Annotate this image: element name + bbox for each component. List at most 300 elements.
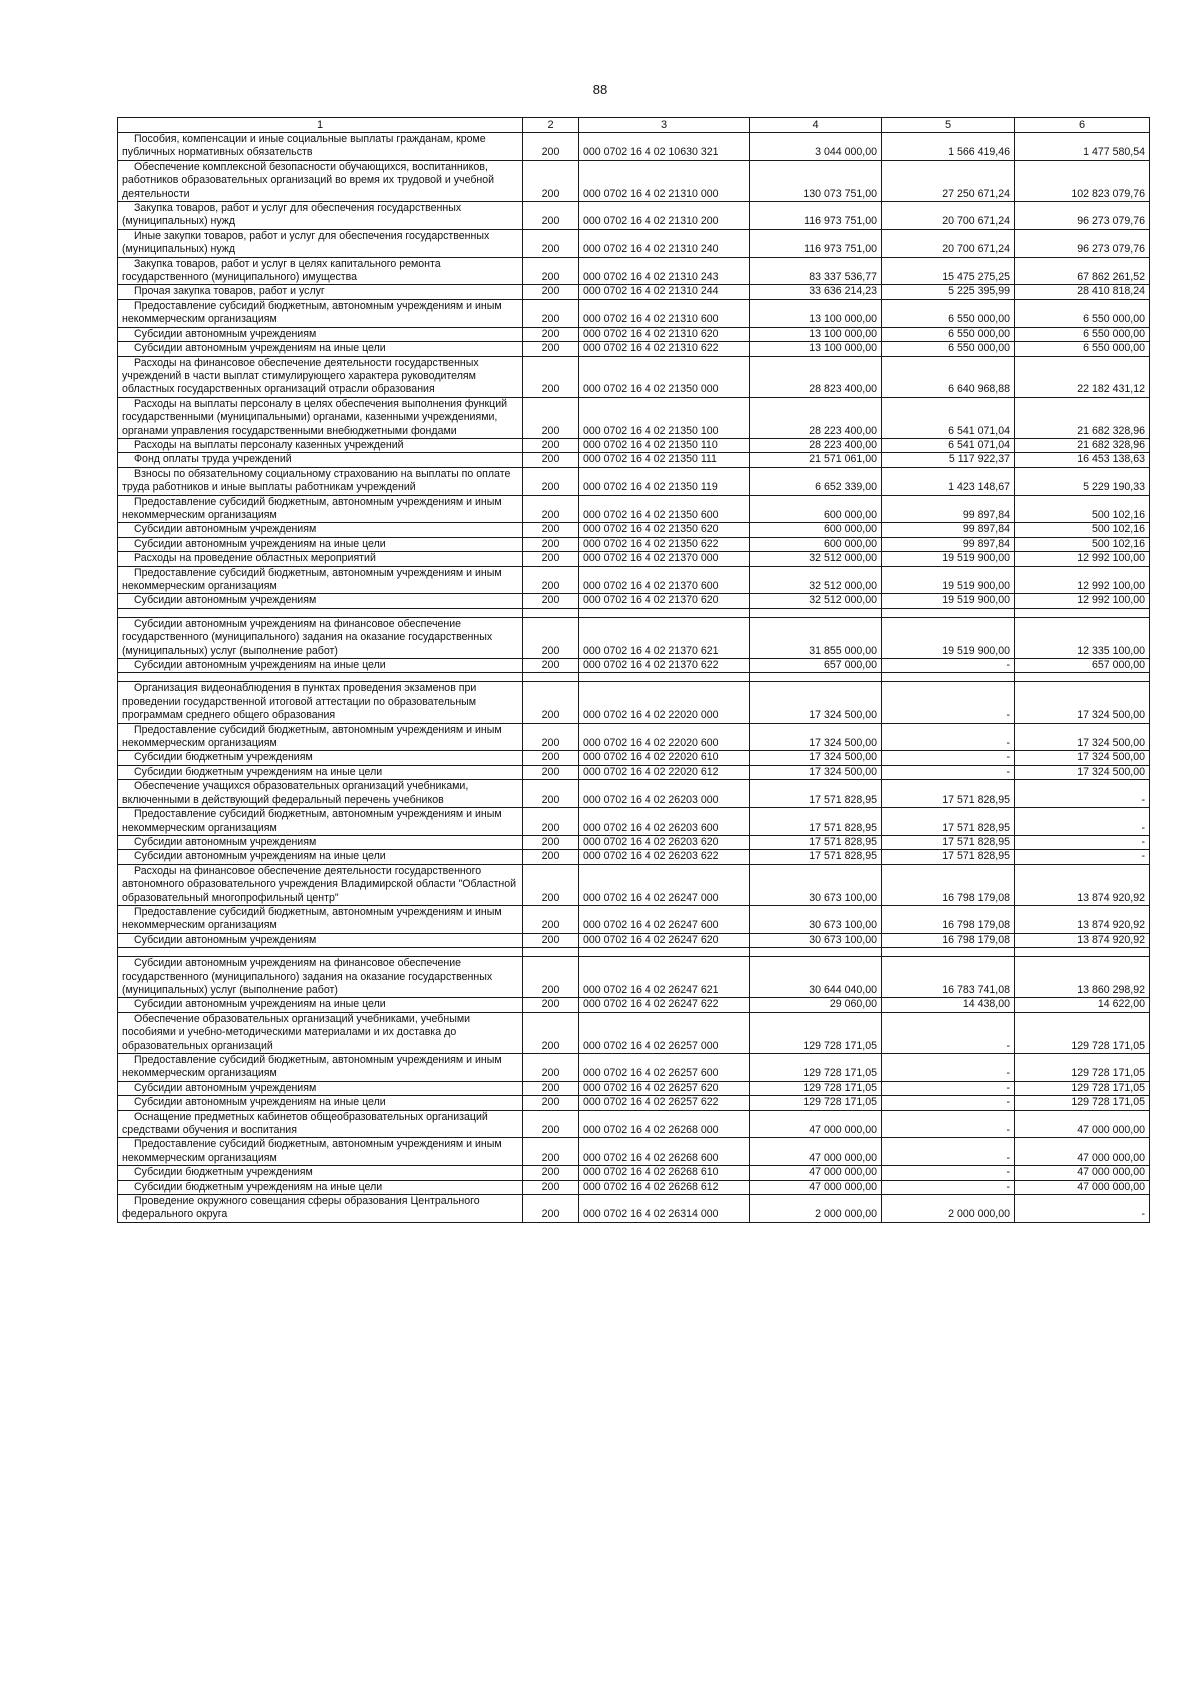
- spacer-cell: [750, 673, 882, 682]
- row-budget-code: 000 0702 16 4 02 21310 243: [579, 257, 750, 285]
- column-header: 2: [523, 118, 579, 133]
- row-remaining-amount: 129 728 171,05: [1015, 1012, 1150, 1053]
- column-header: 3: [579, 118, 750, 133]
- row-remaining-amount: 47 000 000,00: [1015, 1180, 1150, 1194]
- row-name: Субсидии автономным учреждениям на иные цели: [118, 659, 523, 673]
- row-planned-amount: 32 512 000,00: [750, 552, 882, 566]
- row-executed-amount: -: [882, 765, 1015, 779]
- row-admin-code: 200: [523, 160, 579, 201]
- table-row: [118, 933, 1150, 947]
- row-executed-amount: 19 519 900,00: [882, 566, 1015, 594]
- row-admin-code: 200: [523, 523, 579, 537]
- row-budget-code: 000 0702 16 4 02 26268 610: [579, 1166, 750, 1180]
- row-planned-amount: 13 100 000,00: [750, 327, 882, 341]
- row-admin-code: 200: [523, 1180, 579, 1194]
- table-row: [118, 659, 1150, 673]
- table-body: [118, 133, 1150, 1223]
- row-remaining-amount: 1 477 580,54: [1015, 133, 1150, 161]
- row-admin-code: 200: [523, 594, 579, 608]
- row-executed-amount: 20 700 671,24: [882, 229, 1015, 257]
- row-remaining-amount: 500 102,16: [1015, 495, 1150, 523]
- row-admin-code: 200: [523, 327, 579, 341]
- row-planned-amount: 17 324 500,00: [750, 682, 882, 723]
- row-name: Субсидии автономным учреждениям на финансовое обеспечение государственного (муниципального) задания на оказание государственных (муниципальных) услуг (выполнение работ): [118, 957, 523, 998]
- row-executed-amount: 16 798 179,08: [882, 905, 1015, 933]
- row-planned-amount: 31 855 000,00: [750, 617, 882, 658]
- row-executed-amount: 16 798 179,08: [882, 864, 1015, 905]
- row-budget-code: 000 0702 16 4 02 26203 600: [579, 808, 750, 836]
- table-row: [118, 160, 1150, 201]
- row-executed-amount: -: [882, 1096, 1015, 1110]
- row-admin-code: 200: [523, 1195, 579, 1223]
- row-remaining-amount: 47 000 000,00: [1015, 1110, 1150, 1138]
- row-budget-code: 000 0702 16 4 02 21370 621: [579, 617, 750, 658]
- row-planned-amount: 130 073 751,00: [750, 160, 882, 201]
- row-planned-amount: 30 673 100,00: [750, 864, 882, 905]
- table-row: [118, 552, 1150, 566]
- row-admin-code: 200: [523, 723, 579, 751]
- row-planned-amount: 129 728 171,05: [750, 1012, 882, 1053]
- row-remaining-amount: -: [1015, 835, 1150, 849]
- row-budget-code: 000 0702 16 4 02 26247 621: [579, 957, 750, 998]
- row-planned-amount: 28 223 400,00: [750, 397, 882, 438]
- row-name: Расходы на проведение областных мероприятий: [118, 552, 523, 566]
- row-planned-amount: 28 223 400,00: [750, 438, 882, 452]
- row-planned-amount: 129 728 171,05: [750, 1096, 882, 1110]
- spacer-cell: [750, 608, 882, 617]
- row-budget-code: 000 0702 16 4 02 21350 600: [579, 495, 750, 523]
- row-executed-amount: 99 897,84: [882, 495, 1015, 523]
- row-name: Субсидии автономным учреждениям на иные цели: [118, 850, 523, 864]
- row-name: Субсидии автономным учреждениям: [118, 523, 523, 537]
- row-budget-code: 000 0702 16 4 02 21310 244: [579, 285, 750, 299]
- row-executed-amount: 6 541 071,04: [882, 438, 1015, 452]
- row-budget-code: 000 0702 16 4 02 21350 622: [579, 537, 750, 551]
- row-admin-code: 200: [523, 659, 579, 673]
- table-row: [118, 356, 1150, 397]
- spacer-cell: [882, 673, 1015, 682]
- row-name: Проведение окружного совещания сферы образования Центрального федерального округа: [118, 1195, 523, 1223]
- row-executed-amount: 17 571 828,95: [882, 835, 1015, 849]
- row-admin-code: 200: [523, 299, 579, 327]
- row-budget-code: 000 0702 16 4 02 22020 000: [579, 682, 750, 723]
- row-admin-code: 200: [523, 397, 579, 438]
- row-admin-code: 200: [523, 682, 579, 723]
- row-planned-amount: 30 673 100,00: [750, 905, 882, 933]
- row-remaining-amount: -: [1015, 808, 1150, 836]
- row-name: Расходы на выплаты персоналу казенных учреждений: [118, 438, 523, 452]
- row-remaining-amount: 6 550 000,00: [1015, 299, 1150, 327]
- row-admin-code: 200: [523, 751, 579, 765]
- row-admin-code: 200: [523, 495, 579, 523]
- row-name: Субсидии автономным учреждениям: [118, 594, 523, 608]
- row-name: Расходы на финансовое обеспечение деятельности государственного автономного образовательного учреждения Владимирской области "Областной образовательный многопрофильный центр": [118, 864, 523, 905]
- table-row: [118, 566, 1150, 594]
- row-name: Предоставление субсидий бюджетным, автономным учреждениям и иным некоммерческим организациям: [118, 905, 523, 933]
- spacer-row: [118, 673, 1150, 682]
- row-admin-code: 200: [523, 835, 579, 849]
- table-row: [118, 905, 1150, 933]
- row-name: Предоставление субсидий бюджетным, автономным учреждениям и иным некоммерческим организациям: [118, 495, 523, 523]
- row-budget-code: 000 0702 16 4 02 21310 620: [579, 327, 750, 341]
- row-executed-amount: -: [882, 1054, 1015, 1082]
- row-remaining-amount: 129 728 171,05: [1015, 1054, 1150, 1082]
- row-budget-code: 000 0702 16 4 02 21350 100: [579, 397, 750, 438]
- row-remaining-amount: 96 273 079,76: [1015, 229, 1150, 257]
- row-admin-code: 200: [523, 537, 579, 551]
- row-admin-code: 200: [523, 202, 579, 230]
- row-admin-code: 200: [523, 257, 579, 285]
- spacer-cell: [579, 608, 750, 617]
- row-name: Субсидии бюджетным учреждениям: [118, 1166, 523, 1180]
- row-executed-amount: 6 541 071,04: [882, 397, 1015, 438]
- row-remaining-amount: 500 102,16: [1015, 523, 1150, 537]
- spacer-cell: [118, 673, 523, 682]
- row-remaining-amount: 12 992 100,00: [1015, 594, 1150, 608]
- spacer-cell: [523, 608, 579, 617]
- row-remaining-amount: 16 453 138,63: [1015, 453, 1150, 467]
- row-planned-amount: 29 060,00: [750, 998, 882, 1012]
- row-executed-amount: -: [882, 1166, 1015, 1180]
- row-budget-code: 000 0702 16 4 02 26268 600: [579, 1138, 750, 1166]
- row-budget-code: 000 0702 16 4 02 21370 600: [579, 566, 750, 594]
- row-executed-amount: 6 550 000,00: [882, 327, 1015, 341]
- column-header: 6: [1015, 118, 1150, 133]
- row-planned-amount: 47 000 000,00: [750, 1110, 882, 1138]
- row-budget-code: 000 0702 16 4 02 21350 620: [579, 523, 750, 537]
- table-row: [118, 850, 1150, 864]
- row-remaining-amount: 47 000 000,00: [1015, 1166, 1150, 1180]
- row-executed-amount: 17 571 828,95: [882, 850, 1015, 864]
- row-admin-code: 200: [523, 356, 579, 397]
- table-row: [118, 202, 1150, 230]
- row-executed-amount: -: [882, 751, 1015, 765]
- row-name: Расходы на выплаты персоналу в целях обеспечения выполнения функций государственными (муниципальными) органами, казенными учреждениями, органами управления государственными внебюджетными фондами: [118, 397, 523, 438]
- row-budget-code: 000 0702 16 4 02 21310 600: [579, 299, 750, 327]
- row-name: Предоставление субсидий бюджетным, автономным учреждениям и иным некоммерческим организациям: [118, 723, 523, 751]
- row-remaining-amount: 17 324 500,00: [1015, 751, 1150, 765]
- row-remaining-amount: 500 102,16: [1015, 537, 1150, 551]
- table-row: [118, 617, 1150, 658]
- row-executed-amount: 14 438,00: [882, 998, 1015, 1012]
- column-header: 4: [750, 118, 882, 133]
- row-name: Субсидии автономным учреждениям на иные цели: [118, 342, 523, 356]
- spacer-cell: [750, 948, 882, 957]
- row-name: Предоставление субсидий бюджетным, автономным учреждениям и иным некоммерческим организациям: [118, 299, 523, 327]
- spacer-row: [118, 608, 1150, 617]
- row-remaining-amount: 657 000,00: [1015, 659, 1150, 673]
- table-row: [118, 998, 1150, 1012]
- row-admin-code: 200: [523, 905, 579, 933]
- row-planned-amount: 2 000 000,00: [750, 1195, 882, 1223]
- row-name: Иные закупки товаров, работ и услуг для обеспечения государственных (муниципальных) нужд: [118, 229, 523, 257]
- row-remaining-amount: 47 000 000,00: [1015, 1138, 1150, 1166]
- row-planned-amount: 33 636 214,23: [750, 285, 882, 299]
- row-budget-code: 000 0702 16 4 02 26247 000: [579, 864, 750, 905]
- row-name: Субсидии автономным учреждениям: [118, 1081, 523, 1095]
- row-executed-amount: 16 783 741,08: [882, 957, 1015, 998]
- row-name: Субсидии автономным учреждениям на финансовое обеспечение государственного (муниципального) задания на оказание государственных (муниципальных) услуг (выполнение работ): [118, 617, 523, 658]
- row-admin-code: 200: [523, 765, 579, 779]
- row-admin-code: 200: [523, 1110, 579, 1138]
- row-admin-code: 200: [523, 229, 579, 257]
- spacer-cell: [523, 673, 579, 682]
- row-name: Пособия, компенсации и иные социальные выплаты гражданам, кроме публичных нормативных обязательств: [118, 133, 523, 161]
- row-planned-amount: 116 973 751,00: [750, 229, 882, 257]
- row-name: Обеспечение образовательных организаций учебниками, учебными пособиями и учебно-методическими материалами и их доставка до образовательных организаций: [118, 1012, 523, 1053]
- row-admin-code: 200: [523, 864, 579, 905]
- row-name: Расходы на финансовое обеспечение деятельности государственных учреждений в части выплат стимулирующего характера руководителям областных государственных организаций отрасли образования: [118, 356, 523, 397]
- table-row: [118, 523, 1150, 537]
- row-remaining-amount: 13 874 920,92: [1015, 933, 1150, 947]
- row-remaining-amount: 12 992 100,00: [1015, 566, 1150, 594]
- row-name: Субсидии бюджетным учреждениям на иные цели: [118, 765, 523, 779]
- row-admin-code: 200: [523, 1054, 579, 1082]
- row-executed-amount: 99 897,84: [882, 523, 1015, 537]
- row-planned-amount: 30 644 040,00: [750, 957, 882, 998]
- row-remaining-amount: 21 682 328,96: [1015, 438, 1150, 452]
- row-remaining-amount: 13 874 920,92: [1015, 864, 1150, 905]
- row-planned-amount: 600 000,00: [750, 537, 882, 551]
- row-remaining-amount: 5 229 190,33: [1015, 467, 1150, 495]
- table-row: [118, 765, 1150, 779]
- row-planned-amount: 13 100 000,00: [750, 299, 882, 327]
- table-row: [118, 751, 1150, 765]
- table-row: [118, 780, 1150, 808]
- row-budget-code: 000 0702 16 4 02 26268 000: [579, 1110, 750, 1138]
- row-budget-code: 000 0702 16 4 02 26203 620: [579, 835, 750, 849]
- table-row: [118, 1096, 1150, 1110]
- table-row: [118, 299, 1150, 327]
- row-name: Обеспечение учащихся образовательных организаций учебниками, включенными в действующий федеральный перечень учебников: [118, 780, 523, 808]
- row-executed-amount: 16 798 179,08: [882, 933, 1015, 947]
- row-budget-code: 000 0702 16 4 02 21310 000: [579, 160, 750, 201]
- row-name: Субсидии автономным учреждениям на иные цели: [118, 998, 523, 1012]
- row-planned-amount: 3 044 000,00: [750, 133, 882, 161]
- table-row: [118, 495, 1150, 523]
- page-number: 88: [592, 82, 608, 97]
- row-remaining-amount: 12 335 100,00: [1015, 617, 1150, 658]
- row-executed-amount: -: [882, 723, 1015, 751]
- row-budget-code: 000 0702 16 4 02 26247 622: [579, 998, 750, 1012]
- table-row: [118, 1081, 1150, 1095]
- row-executed-amount: 19 519 900,00: [882, 552, 1015, 566]
- spacer-cell: [118, 608, 523, 617]
- row-executed-amount: 15 475 275,25: [882, 257, 1015, 285]
- row-admin-code: 200: [523, 342, 579, 356]
- row-planned-amount: 129 728 171,05: [750, 1054, 882, 1082]
- table-row: [118, 1138, 1150, 1166]
- row-budget-code: 000 0702 16 4 02 26247 620: [579, 933, 750, 947]
- row-budget-code: 000 0702 16 4 02 21310 240: [579, 229, 750, 257]
- row-name: Оснащение предметных кабинетов общеобразовательных организаций средствами обучения и воспитания: [118, 1110, 523, 1138]
- row-executed-amount: -: [882, 682, 1015, 723]
- row-remaining-amount: 96 273 079,76: [1015, 202, 1150, 230]
- row-planned-amount: 47 000 000,00: [750, 1166, 882, 1180]
- row-budget-code: 000 0702 16 4 02 26257 620: [579, 1081, 750, 1095]
- row-budget-code: 000 0702 16 4 02 21310 200: [579, 202, 750, 230]
- row-name: Предоставление субсидий бюджетным, автономным учреждениям и иным некоммерческим организациям: [118, 1054, 523, 1082]
- row-planned-amount: 17 324 500,00: [750, 723, 882, 751]
- table-row: [118, 285, 1150, 299]
- row-executed-amount: 99 897,84: [882, 537, 1015, 551]
- row-executed-amount: 1 423 148,67: [882, 467, 1015, 495]
- row-planned-amount: 28 823 400,00: [750, 356, 882, 397]
- row-admin-code: 200: [523, 133, 579, 161]
- row-name: Организация видеонаблюдения в пунктах проведения экзаменов при проведении государственной итоговой аттестации по образовательным программам среднего общего образования: [118, 682, 523, 723]
- spacer-cell: [579, 673, 750, 682]
- row-name: Субсидии автономным учреждениям на иные цели: [118, 1096, 523, 1110]
- row-executed-amount: -: [882, 659, 1015, 673]
- table-row: [118, 438, 1150, 452]
- row-name: Закупка товаров, работ и услуг в целях капитального ремонта государственного (муниципального) имущества: [118, 257, 523, 285]
- row-executed-amount: 6 640 968,88: [882, 356, 1015, 397]
- row-budget-code: 000 0702 16 4 02 22020 612: [579, 765, 750, 779]
- row-budget-code: 000 0702 16 4 02 21310 622: [579, 342, 750, 356]
- row-admin-code: 200: [523, 1081, 579, 1095]
- row-name: Фонд оплаты труда учреждений: [118, 453, 523, 467]
- row-remaining-amount: 17 324 500,00: [1015, 765, 1150, 779]
- row-name: Прочая закупка товаров, работ и услуг: [118, 285, 523, 299]
- row-admin-code: 200: [523, 438, 579, 452]
- row-executed-amount: -: [882, 1180, 1015, 1194]
- row-executed-amount: 17 571 828,95: [882, 808, 1015, 836]
- row-remaining-amount: -: [1015, 850, 1150, 864]
- row-planned-amount: 32 512 000,00: [750, 566, 882, 594]
- row-admin-code: 200: [523, 467, 579, 495]
- table-row: [118, 864, 1150, 905]
- row-planned-amount: 83 337 536,77: [750, 257, 882, 285]
- row-budget-code: 000 0702 16 4 02 26257 600: [579, 1054, 750, 1082]
- row-remaining-amount: 129 728 171,05: [1015, 1096, 1150, 1110]
- row-admin-code: 200: [523, 453, 579, 467]
- row-admin-code: 200: [523, 808, 579, 836]
- row-name: Закупка товаров, работ и услуг для обеспечения государственных (муниципальных) нужд: [118, 202, 523, 230]
- table-row: [118, 1166, 1150, 1180]
- row-remaining-amount: 21 682 328,96: [1015, 397, 1150, 438]
- row-remaining-amount: 6 550 000,00: [1015, 342, 1150, 356]
- row-admin-code: 200: [523, 1096, 579, 1110]
- row-admin-code: 200: [523, 780, 579, 808]
- row-budget-code: 000 0702 16 4 02 21350 110: [579, 438, 750, 452]
- row-budget-code: 000 0702 16 4 02 10630 321: [579, 133, 750, 161]
- spacer-cell: [882, 608, 1015, 617]
- row-admin-code: 200: [523, 1166, 579, 1180]
- row-executed-amount: 20 700 671,24: [882, 202, 1015, 230]
- row-planned-amount: 17 571 828,95: [750, 835, 882, 849]
- row-planned-amount: 17 571 828,95: [750, 808, 882, 836]
- spacer-cell: [118, 948, 523, 957]
- row-admin-code: 200: [523, 850, 579, 864]
- column-header: 1: [118, 118, 523, 133]
- table-row: [118, 1054, 1150, 1082]
- row-name: Субсидии автономным учреждениям: [118, 327, 523, 341]
- row-budget-code: 000 0702 16 4 02 21350 111: [579, 453, 750, 467]
- row-executed-amount: 27 250 671,24: [882, 160, 1015, 201]
- row-admin-code: 200: [523, 933, 579, 947]
- row-remaining-amount: 67 862 261,52: [1015, 257, 1150, 285]
- row-executed-amount: 19 519 900,00: [882, 617, 1015, 658]
- row-budget-code: 000 0702 16 4 02 21370 622: [579, 659, 750, 673]
- row-admin-code: 200: [523, 552, 579, 566]
- spacer-cell: [882, 948, 1015, 957]
- row-planned-amount: 600 000,00: [750, 523, 882, 537]
- spacer-cell: [1015, 948, 1150, 957]
- table-row: [118, 397, 1150, 438]
- row-planned-amount: 6 652 339,00: [750, 467, 882, 495]
- row-planned-amount: 17 324 500,00: [750, 751, 882, 765]
- row-planned-amount: 13 100 000,00: [750, 342, 882, 356]
- table-row: [118, 835, 1150, 849]
- spacer-cell: [1015, 608, 1150, 617]
- row-remaining-amount: 13 874 920,92: [1015, 905, 1150, 933]
- row-executed-amount: 2 000 000,00: [882, 1195, 1015, 1223]
- row-remaining-amount: 13 860 298,92: [1015, 957, 1150, 998]
- row-planned-amount: 600 000,00: [750, 495, 882, 523]
- row-planned-amount: 47 000 000,00: [750, 1180, 882, 1194]
- row-remaining-amount: 129 728 171,05: [1015, 1081, 1150, 1095]
- row-name: Субсидии автономным учреждениям на иные цели: [118, 537, 523, 551]
- table-row: [118, 594, 1150, 608]
- budget-table: [117, 117, 1150, 1223]
- row-planned-amount: 17 324 500,00: [750, 765, 882, 779]
- row-executed-amount: 6 550 000,00: [882, 342, 1015, 356]
- row-remaining-amount: 17 324 500,00: [1015, 723, 1150, 751]
- header-row: [118, 118, 1150, 133]
- row-remaining-amount: 28 410 818,24: [1015, 285, 1150, 299]
- row-admin-code: 200: [523, 1012, 579, 1053]
- row-admin-code: 200: [523, 957, 579, 998]
- row-name: Предоставление субсидий бюджетным, автономным учреждениям и иным некоммерческим организациям: [118, 1138, 523, 1166]
- row-admin-code: 200: [523, 285, 579, 299]
- row-planned-amount: 17 571 828,95: [750, 850, 882, 864]
- table-row: [118, 1110, 1150, 1138]
- row-admin-code: 200: [523, 998, 579, 1012]
- row-remaining-amount: -: [1015, 1195, 1150, 1223]
- table-row: [118, 327, 1150, 341]
- row-executed-amount: 5 225 395,99: [882, 285, 1015, 299]
- table-row: [118, 537, 1150, 551]
- row-admin-code: 200: [523, 1138, 579, 1166]
- table-row: [118, 342, 1150, 356]
- table-row: [118, 682, 1150, 723]
- row-planned-amount: 47 000 000,00: [750, 1138, 882, 1166]
- row-admin-code: 200: [523, 566, 579, 594]
- row-name: Предоставление субсидий бюджетным, автономным учреждениям и иным некоммерческим организациям: [118, 808, 523, 836]
- row-budget-code: 000 0702 16 4 02 22020 610: [579, 751, 750, 765]
- spacer-cell: [1015, 673, 1150, 682]
- spacer-cell: [523, 948, 579, 957]
- table-row: [118, 133, 1150, 161]
- row-remaining-amount: 14 622,00: [1015, 998, 1150, 1012]
- row-name: Субсидии бюджетным учреждениям: [118, 751, 523, 765]
- table-row: [118, 1012, 1150, 1053]
- table-row: [118, 723, 1150, 751]
- row-executed-amount: 1 566 419,46: [882, 133, 1015, 161]
- row-executed-amount: 5 117 922,37: [882, 453, 1015, 467]
- table-row: [118, 453, 1150, 467]
- row-planned-amount: 32 512 000,00: [750, 594, 882, 608]
- row-name: Субсидии автономным учреждениям: [118, 835, 523, 849]
- column-header: 5: [882, 118, 1015, 133]
- row-name: Субсидии бюджетным учреждениям на иные цели: [118, 1180, 523, 1194]
- row-executed-amount: 6 550 000,00: [882, 299, 1015, 327]
- row-executed-amount: -: [882, 1110, 1015, 1138]
- row-remaining-amount: 6 550 000,00: [1015, 327, 1150, 341]
- table-row: [118, 1180, 1150, 1194]
- row-planned-amount: 657 000,00: [750, 659, 882, 673]
- row-budget-code: 000 0702 16 4 02 26203 000: [579, 780, 750, 808]
